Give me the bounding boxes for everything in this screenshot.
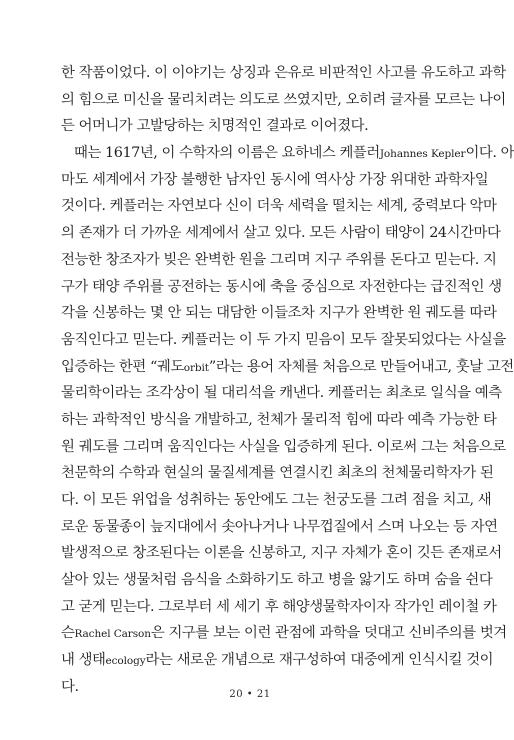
text-line: 의 존재가 더 가까운 세계에서 살고 있다. 모든 사람이 태양이 24시간마다 — [61, 225, 501, 242]
text-line: 든 어머니가 고발당하는 치명적인 결과로 이어졌다. — [61, 118, 369, 135]
text-line — [61, 647, 494, 674]
text-line: 다. — [61, 678, 79, 695]
text-line-paragraph-start — [61, 140, 514, 167]
text-line: 의 힘으로 미신을 물리치려는 의도로 쓰였지만, 오히려 글자를 모르는 나이 — [61, 91, 506, 108]
text-line: 각을 신봉하는 몇 안 되는 대담한 이들조차 지구가 완벽한 원 궤도를 따라 — [61, 305, 497, 322]
body-text — [61, 60, 514, 701]
text-run: 내 생태 — [61, 652, 106, 669]
text-line: 다. 이 모든 위업을 성취하는 동안에도 그는 천궁도를 그려 점을 치고, 새 — [61, 492, 492, 508]
text-run: 입증하는 한편 “궤도 — [61, 358, 184, 375]
text-line: 구가 태양 주위를 공전하는 동시에 축을 중심으로 자전한다는 급진적인 생 — [61, 278, 502, 295]
text-run: ”라는 용어 자체를 처음으로 만들어내고, 훗날 고전 — [208, 358, 514, 375]
latin-gloss: orbit — [183, 361, 209, 374]
text-line: 로운 동물종이 늪지대에서 솟아나거나 나무껍질에서 스며 나오는 등 자연 — [61, 518, 498, 535]
page-number: 20 • 21 — [229, 689, 271, 700]
text-line: 고 굳게 믿는다. 그로부터 세 세기 후 해양생물학자이자 작가인 레이철 카 — [61, 598, 497, 615]
latin-gloss: Rachel Carson — [74, 628, 151, 641]
text-line — [61, 620, 507, 647]
text-line: 물리학이라는 조각상이 될 대리석을 캐낸다. 케플러는 최초로 일식을 예측 — [61, 385, 502, 402]
text-run: 때는 1617년, 이 수학자의 이름은 요하네스 케플러 — [74, 145, 380, 162]
text-line: 움직인다고 믿는다. 케플러는 이 두 가지 믿음이 모두 잘못되었다는 사실을 — [61, 331, 506, 348]
text-line — [61, 354, 514, 381]
text-line: 하는 과학적인 방식을 개발하고, 천체가 물리적 힘에 따라 예측 가능한 타 — [61, 411, 497, 428]
text-run: 은 지구를 보는 이런 관점에 과학을 덧대고 신비주의를 벗겨 — [150, 625, 507, 642]
text-run: 이다. 아 — [465, 145, 514, 162]
text-line: 전능한 창조자가 빚은 완벽한 원을 그리며 지구 주위를 돈다고 믿는다. 지 — [61, 251, 497, 268]
text-line: 원 궤도를 그리며 움직인다는 사실을 입증하게 된다. 이로써 그는 처음으로 — [61, 438, 506, 455]
text-run: 슨 — [61, 625, 75, 642]
text-line: 마도 세계에서 가장 불행한 남자인 동시에 역사상 가장 위대한 과학자일 — [61, 171, 489, 188]
text-line: 것이다. 케플러는 자연보다 신이 더욱 세력을 떨치는 세계, 중력보다 악마 — [61, 198, 497, 215]
text-line: 한 작품이었다. 이 이야기는 상징과 은유로 비판적인 사고를 유도하고 과학 — [61, 65, 506, 81]
text-line: 발생적으로 창조된다는 이론을 신봉하고, 지구 자체가 혼이 깃든 존재로서 — [61, 545, 502, 562]
latin-gloss: Johannes Kepler — [379, 148, 466, 161]
text-line: 천문학의 수학과 현실의 물질세계를 연결시킨 최초의 천체물리학자가 된 — [61, 465, 494, 482]
text-run: 라는 새로운 개념으로 재구성하여 대중에게 인식시킬 것이 — [145, 652, 494, 669]
latin-gloss: ecology — [105, 655, 146, 668]
text-line: 살아 있는 생물처럼 음식을 소화하기도 하고 병을 앓기도 하며 숨을 쉰다 — [61, 572, 493, 589]
